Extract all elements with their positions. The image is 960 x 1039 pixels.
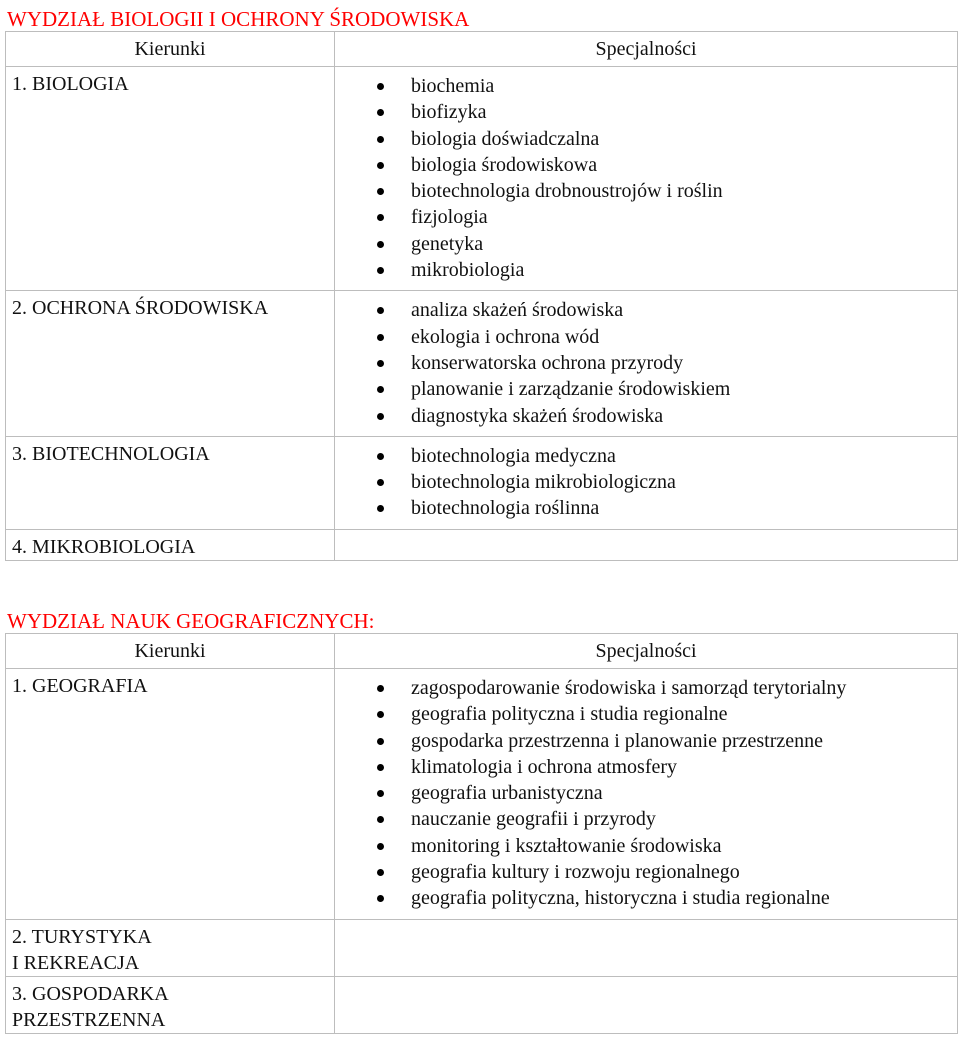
specialization-item xyxy=(335,257,957,283)
specialization-item xyxy=(335,178,957,204)
table-row xyxy=(6,976,958,1033)
table-row xyxy=(6,291,958,436)
bullet-icon xyxy=(377,869,384,876)
direction-name: 2. OCHRONA ŚRODOWISKA xyxy=(12,297,269,320)
specialization-item xyxy=(335,833,957,859)
direction-name: 4. MIKROBIOLOGIA xyxy=(12,535,196,558)
specialization-list xyxy=(335,437,957,529)
bullet-icon xyxy=(377,479,384,486)
specialization-item xyxy=(335,324,957,350)
direction-cell xyxy=(6,669,335,920)
bullet-icon xyxy=(377,816,384,823)
specialization-label: geografia kultury i rozwoju regionalnego xyxy=(411,861,740,884)
specialization-item xyxy=(335,350,957,376)
specialization-label: biochemia xyxy=(411,75,495,97)
column-header-directions: Kierunki xyxy=(6,32,335,67)
direction-name: 3. BIOTECHNOLOGIA xyxy=(12,442,210,465)
table-row xyxy=(6,67,958,291)
bullet-icon xyxy=(377,764,384,771)
specialization-item xyxy=(335,152,957,178)
specialization-label: biotechnologia roślinna xyxy=(411,497,600,520)
specialization-label: biologia środowiskowa xyxy=(411,153,598,176)
specialization-label: geografia urbanistyczna xyxy=(411,782,603,805)
bullet-icon xyxy=(377,214,384,221)
specialization-item xyxy=(335,885,957,911)
specializations-cell xyxy=(335,976,958,1033)
specialization-label: monitoring i kształtowanie środowiska xyxy=(411,834,722,857)
bullet-icon xyxy=(377,334,384,341)
direction-name: 3. GOSPODARKA xyxy=(12,982,169,1005)
bullet-icon xyxy=(377,413,384,420)
direction-name: 1. GEOGRAFIA xyxy=(12,675,148,697)
direction-name: I REKREACJA xyxy=(12,951,140,974)
table-body xyxy=(6,67,958,561)
specialization-item xyxy=(335,403,957,429)
bullet-icon xyxy=(377,109,384,116)
table-body xyxy=(6,669,958,1034)
specialization-list xyxy=(335,669,957,919)
specialization-item xyxy=(335,859,957,885)
specializations-cell xyxy=(335,669,958,920)
table-header-row xyxy=(6,634,958,669)
specialization-label: zagospodarowanie środowiska i samorząd terytorialny xyxy=(411,677,847,699)
specialization-item xyxy=(335,675,957,701)
direction-name: 2. TURYSTYKA xyxy=(12,925,152,948)
direction-cell xyxy=(6,291,335,436)
bullet-icon xyxy=(377,188,384,195)
specialization-item xyxy=(335,469,957,495)
table-row xyxy=(6,919,958,976)
specializations-table-biology xyxy=(5,31,958,561)
column-header-specializations: Specjalności xyxy=(335,32,958,67)
specialization-label: gospodarka przestrzenna i planowanie przestrzenne xyxy=(411,729,824,752)
direction-cell xyxy=(6,976,335,1033)
specialization-label: konserwatorska ochrona przyrody xyxy=(411,351,684,374)
faculty-title-biology: WYDZIAŁ BIOLOGII I OCHRONY ŚRODOWISKA xyxy=(7,7,470,31)
specialization-label: biotechnologia medyczna xyxy=(411,444,616,467)
specialization-label: klimatologia i ochrona atmosfery xyxy=(411,755,678,778)
bullet-icon xyxy=(377,360,384,367)
direction-cell xyxy=(6,529,335,560)
bullet-icon xyxy=(377,83,384,90)
specialization-label: biotechnologia drobnoustrojów i roślin xyxy=(411,180,723,203)
specialization-label: genetyka xyxy=(411,232,484,255)
direction-cell xyxy=(6,919,335,976)
specialization-item xyxy=(335,376,957,402)
direction-cell xyxy=(6,436,335,529)
table-row xyxy=(6,529,958,560)
specialization-label: fizjologia xyxy=(411,206,488,229)
specialization-label: planowanie i zarządzanie środowiskiem xyxy=(411,378,731,401)
table-row xyxy=(6,436,958,529)
specialization-label: diagnostyka skażeń środowiska xyxy=(411,404,664,427)
bullet-icon xyxy=(377,386,384,393)
specialization-label: ekologia i ochrona wód xyxy=(411,325,600,348)
specialization-label: geografia polityczna i studia regionalne xyxy=(411,703,728,726)
specialization-item xyxy=(335,728,957,754)
bullet-icon xyxy=(377,162,384,169)
direction-cell xyxy=(6,67,335,291)
direction-name: PRZESTRZENNA xyxy=(12,1008,166,1031)
faculty-title-geography: WYDZIAŁ NAUK GEOGRAFICZNYCH: xyxy=(7,609,375,633)
specialization-item xyxy=(335,806,957,832)
specialization-item xyxy=(335,204,957,230)
specializations-cell xyxy=(335,436,958,529)
specialization-list xyxy=(335,291,957,435)
specialization-item xyxy=(335,231,957,257)
specializations-table-geography xyxy=(5,633,958,1034)
bullet-icon xyxy=(377,790,384,797)
column-header-specializations: Specjalności xyxy=(335,634,958,669)
specialization-item xyxy=(335,780,957,806)
bullet-icon xyxy=(377,738,384,745)
specialization-label: biofizyka xyxy=(411,101,487,124)
specialization-item xyxy=(335,99,957,125)
bullet-icon xyxy=(377,711,384,718)
specialization-label: nauczanie geografii i przyrody xyxy=(411,808,656,831)
specialization-label: biologia doświadczalna xyxy=(411,127,600,150)
specialization-label: mikrobiologia xyxy=(411,259,525,282)
specializations-cell xyxy=(335,529,958,560)
table-header-row xyxy=(6,32,958,67)
bullet-icon xyxy=(377,453,384,460)
bullet-icon xyxy=(377,895,384,902)
bullet-icon xyxy=(377,136,384,143)
specialization-label: biotechnologia mikrobiologiczna xyxy=(411,471,676,494)
bullet-icon xyxy=(377,843,384,850)
direction-name: 1. BIOLOGIA xyxy=(12,73,129,95)
specialization-item xyxy=(335,701,957,727)
column-header-directions: Kierunki xyxy=(6,634,335,669)
specialization-list xyxy=(335,67,957,290)
specialization-label: geografia polityczna, historyczna i studia regionalne xyxy=(411,887,830,910)
specialization-item xyxy=(335,297,957,323)
specializations-cell xyxy=(335,919,958,976)
specialization-item xyxy=(335,495,957,521)
specialization-item xyxy=(335,754,957,780)
specializations-cell xyxy=(335,291,958,436)
bullet-icon xyxy=(377,241,384,248)
specialization-item xyxy=(335,126,957,152)
specializations-cell xyxy=(335,67,958,291)
bullet-icon xyxy=(377,307,384,314)
specialization-label: analiza skażeń środowiska xyxy=(411,299,624,322)
specialization-item xyxy=(335,443,957,469)
table-row xyxy=(6,669,958,920)
bullet-icon xyxy=(377,267,384,274)
bullet-icon xyxy=(377,685,384,692)
bullet-icon xyxy=(377,505,384,512)
specialization-item xyxy=(335,73,957,99)
